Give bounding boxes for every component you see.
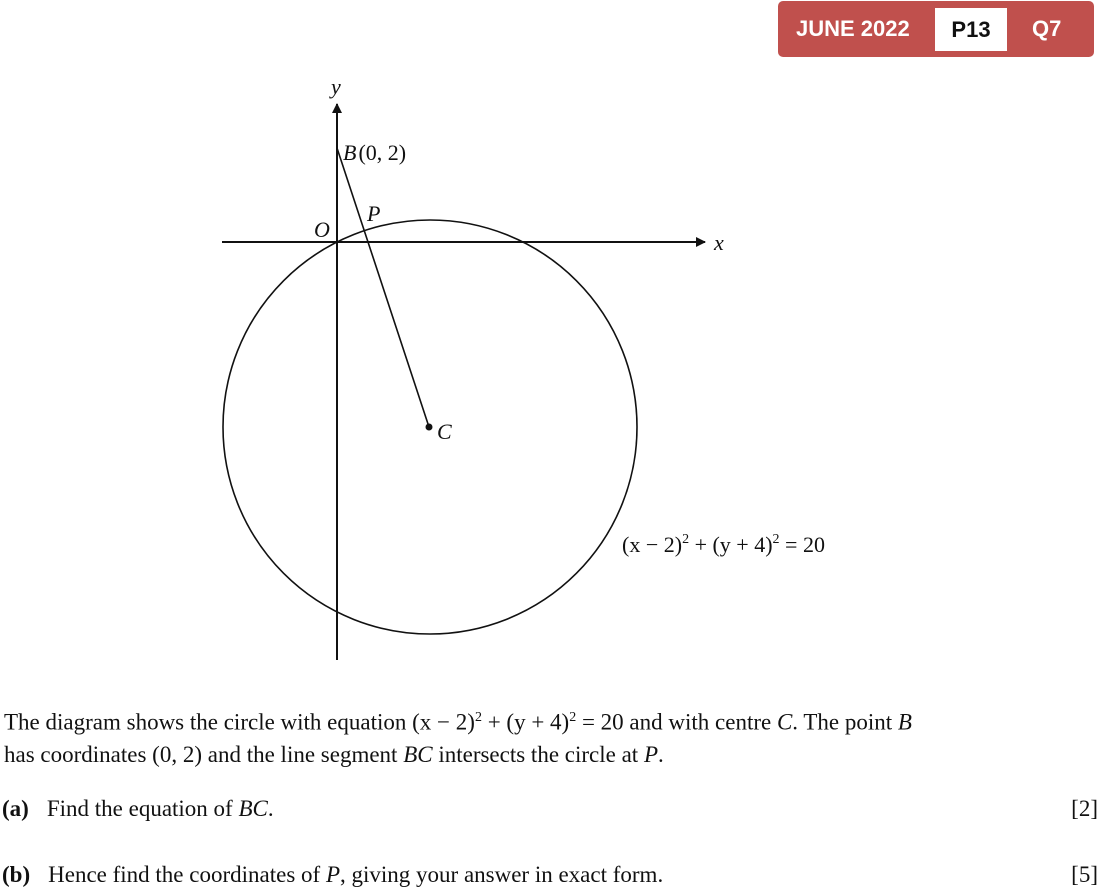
x-axis-label: x [714,230,724,255]
question-number: Q7 [1032,16,1062,41]
point-b-label: B(0, 2) [343,140,407,165]
circle-diagram [0,60,1100,680]
part-b-text: Hence find the coordinates of P, giving your answer in exact form. [48,862,664,887]
origin-label: O [314,217,330,242]
stem-line-2: has coordinates (0, 2) and the line segment BC intersects the circle at P. [4,741,664,767]
question-badge [778,1,1094,57]
stem-line-1: The diagram shows the circle with equation $(x - 2)^2 + (y + 4)^2 = 20$ and with centre C. The point B [4,709,912,735]
part-a [2,796,274,822]
part-b-label: (b) [2,862,31,887]
part-a-label: (a) [2,796,29,821]
point-p-label: P [367,201,381,226]
part-a-marks: [2] [1071,796,1098,821]
exam-date: JUNE 2022 [796,16,910,41]
y-axis-label: y [331,74,341,99]
centre-point [426,424,433,431]
part-a-text: Find the equation of BC. [46,796,274,821]
point-c-label: C [437,419,452,444]
part-b-marks: [5] [1071,862,1098,887]
line-bc [337,148,429,427]
circle-equation: $(x - 2)^2 + (y + 4)^2 = 20$ [622,532,825,557]
paper-code: P13 [935,8,1007,51]
question-stem [4,702,1100,771]
part-b [2,862,663,888]
